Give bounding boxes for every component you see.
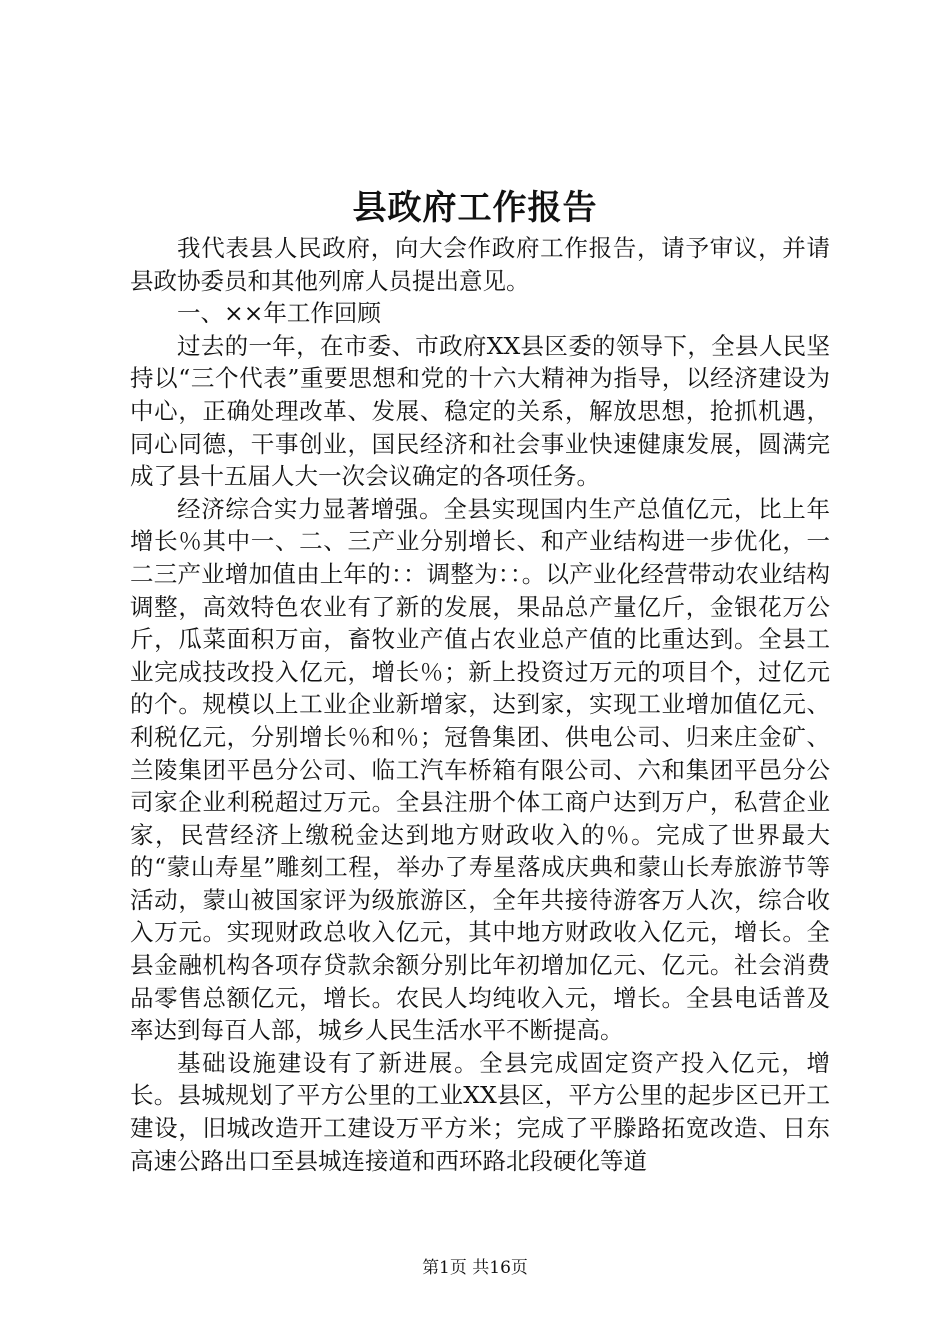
paragraph: 经济综合实力显著增强。全县实现国内生产总值亿元，比上年增长％其中一、二、三产业分别增长、和产业结构进一步优化，一二三产业增加值由上年的：：调整为：：。以产业化经营带动农业结构调整，高效特色农业有了新的发展，果品总产量亿斤，金银花万公斤，瓜菜面积万亩，畜牧业产值占农业总产值的比重达到。全县工业完成技改投入亿元，增长％；新上投资过万元的项目个，过亿元的个。规模以上工业企业新增家，达到家，实现工业增加值亿元、利税亿元，分别增长％和％；冠鲁集团、供电公司、归来庄金矿、兰陵集团平邑分公司、临工汽车桥箱有限公司、六和集团平邑分公司家企业利税超过万元。全县注册个体工商户达到万户，私营企业家，民营经济上缴税金达到地方财政收入的％。完成了世界最大的“蒙山寿星”雕刻工程，举办了寿星落成庆典和蒙山长寿旅游节等活动，蒙山被国家评为级旅游区，全年共接待游客万人次，综合收入万元。实现财政总收入亿元，其中地方财政收入亿元，增长。全县金融机构各项存贷款余额分别比年初增加亿元、亿元。社会消费品零售总额亿元，增长。农民人均纯收入元，增长。全县电话普及率达到每百人部，城乡人民生活水平不断提高。: [130, 494, 830, 1045]
document-body: [130, 232, 830, 1177]
paragraph: 基础设施建设有了新进展。全县完成固定资产投入亿元，增长。县城规划了平方公里的工业XX县区，平方公里的起步区已开工建设，旧城改造开工建设万平方米；完成了平滕路拓宽改造、日东高速公路出口至县城连接道和西环路北段硬化等道: [130, 1048, 830, 1175]
page-number-footer: 第1页 共16页: [422, 1258, 528, 1278]
document-title: 县政府工作报告: [352, 188, 598, 228]
section-heading: 一、××年工作回顾: [177, 299, 381, 328]
paragraph: 我代表县人民政府，向大会作政府工作报告，请予审议，并请县政协委员和其他列席人员提出意见。: [130, 234, 830, 295]
paragraph: 过去的一年，在市委、市政府XX县区委的领导下，全县人民坚持以“三个代表”重要思想和党的十六大精神为指导，以经济建设为中心，正确处理改革、发展、稳定的关系，解放思想，抢抓机遇，同心同德，干事创业，国民经济和社会事业快速健康发展，圆满完成了县十五届人大一次会议确定的各项任务。: [130, 331, 830, 491]
